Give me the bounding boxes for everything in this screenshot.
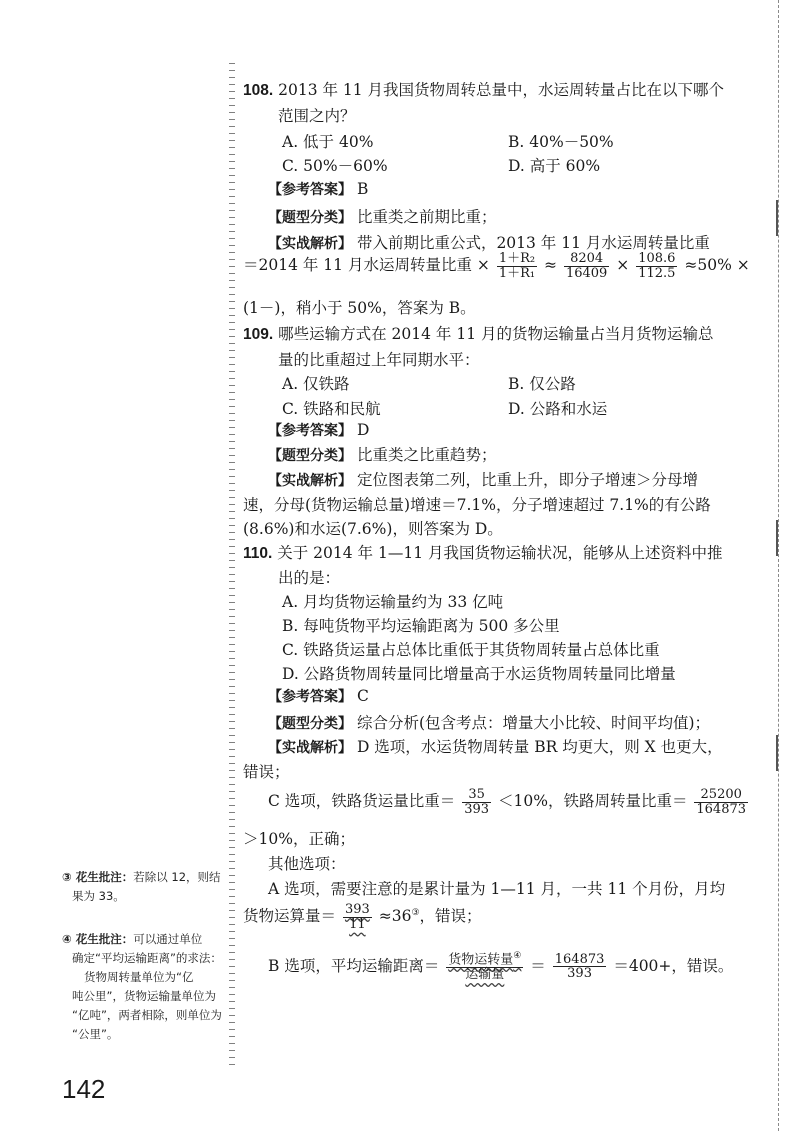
fraction-numerator: 108.6 xyxy=(638,251,676,266)
note-text: 货物周转量单位为“亿 xyxy=(84,970,194,984)
note-text: “亿吨”，两者相除，则单位为 xyxy=(72,1008,222,1022)
fraction-denominator: 1＋R₁ xyxy=(498,265,536,281)
q109-stem-line1 xyxy=(243,322,714,344)
q110-option-a-analysis-line2 xyxy=(243,903,482,931)
q108-option-a: A. 低于 40% xyxy=(282,133,374,151)
answer-tag: 【参考答案】 xyxy=(268,182,352,198)
fraction-numerator: 8204 xyxy=(564,252,609,267)
analysis-tag: 【实战解析】 xyxy=(268,740,352,756)
q108-analysis-line2 xyxy=(243,252,750,280)
q110-option-a: A. 月均货物运输量约为 33 亿吨 xyxy=(282,593,504,611)
fraction xyxy=(462,788,491,816)
edge-mark xyxy=(776,520,778,556)
fraction-numerator: 1＋R₂ xyxy=(498,251,536,266)
fraction xyxy=(636,252,677,280)
q110-number: 110. xyxy=(243,545,273,562)
q110-answer: C xyxy=(356,687,369,705)
fraction-denominator: 393 xyxy=(464,801,490,817)
note-title: ③ 花生批注： xyxy=(62,870,134,884)
analysis-text: ＜10%，铁路周转量比重＝ xyxy=(498,792,688,811)
q108-option-c: C. 50%－60% xyxy=(282,157,388,175)
q110-type: 综合分析(包含考点：增量大小比较、时间平均值)； xyxy=(356,714,711,732)
q109-stem: 哪些运输方式在 2014 年 11 月的货物运输量占当月货物运输总 xyxy=(278,325,714,343)
note-text: “公里”。 xyxy=(72,1027,119,1041)
fraction-denominator: 393 xyxy=(567,966,592,982)
q110-analysis-line2: 错误； xyxy=(243,763,290,781)
q109-option-c: C. 铁路和民航 xyxy=(282,400,381,418)
fraction-numerator xyxy=(446,952,523,968)
q109-answer-row xyxy=(268,420,369,440)
note-text: 确定“平均运输距离”的求法： xyxy=(72,951,222,965)
q110-answer-row xyxy=(268,686,369,706)
fraction xyxy=(694,788,748,816)
margin-note-4 xyxy=(62,930,222,1044)
analysis-text: ＝400+，错误。 xyxy=(613,956,734,975)
edge-mark xyxy=(776,200,778,236)
q110-analysis-text: D 选项，水运货物周转量 BR 均更大，则 X 也更大， xyxy=(356,738,723,756)
fraction-denominator: 运输量 xyxy=(465,966,505,982)
fraction-numerator: 164873 xyxy=(554,951,605,967)
operator: × xyxy=(616,256,630,275)
q108-type: 比重类之前期比重； xyxy=(356,208,497,226)
q110-option-b-analysis xyxy=(268,952,733,982)
q108-stem-line1 xyxy=(243,78,724,100)
q109-analysis-line1 xyxy=(268,468,698,490)
answer-tag: 【参考答案】 xyxy=(268,689,352,705)
q109-analysis-line3: (8.6%)和水运(7.6%)，则答案为 D。 xyxy=(243,520,503,538)
fraction-denominator: 112.5 xyxy=(638,265,676,281)
q108-answer: B xyxy=(356,180,369,198)
margin-divider xyxy=(229,60,235,1070)
q108-analysis-text: 带入前期比重公式，2013 年 11 月水运周转量比重 xyxy=(356,234,710,252)
q108-analysis-line1 xyxy=(268,231,710,253)
q110-stem-line1 xyxy=(243,541,723,563)
q109-option-b: B. 仅公路 xyxy=(508,375,576,393)
q110-stem: 关于 2014 年 1—11 月我国货物运输状况，能够从上述资料中推 xyxy=(277,544,723,562)
note-text: 吨公里”，货物运输量单位为 xyxy=(72,989,216,1003)
q110-others-heading: 其他选项： xyxy=(268,855,346,873)
fraction xyxy=(497,252,537,280)
fraction xyxy=(553,953,607,981)
q108-analysis-text: ＝2014 年 11 月水运周转量比重 × xyxy=(243,256,490,275)
fraction xyxy=(446,952,523,982)
q108-stem: 2013 年 11 月我国货物周转总量中，水运周转量占比在以下哪个 xyxy=(278,81,725,99)
fraction-numerator: 25200 xyxy=(694,788,748,803)
fraction-numerator: 393 xyxy=(344,902,370,917)
q110-option-d: D. 公路货物周转量同比增量高于水运货物周转量同比增量 xyxy=(282,665,676,683)
q109-number: 109. xyxy=(243,326,274,343)
operator: ≈ xyxy=(544,256,558,275)
q108-analysis-line3: (1－)，稍小于 50%，答案为 B。 xyxy=(243,299,476,317)
q110-option-c-result: ＞10%，正确； xyxy=(243,830,355,848)
q109-option-a: A. 仅铁路 xyxy=(282,375,350,393)
note-text: 可以通过单位 xyxy=(133,932,203,946)
q109-answer: D xyxy=(356,421,370,439)
type-tag: 【题型分类】 xyxy=(268,210,352,226)
q109-analysis-line2: 速，分母(货物运输总量)增速＝7.1%，分子增速超过 7.1%的有公路 xyxy=(243,496,711,514)
note-title: ④ 花生批注： xyxy=(62,932,134,946)
analysis-tag: 【实战解析】 xyxy=(268,473,352,489)
q110-option-a-analysis-line1: A 选项，需要注意的是累计量为 1—11 月，一共 11 个月份，月均 xyxy=(268,880,726,898)
note-text: 若除以 12，则结 xyxy=(133,870,221,884)
analysis-text: C 选项，铁路货运量比重＝ xyxy=(268,792,456,811)
q108-option-d: D. 高于 60% xyxy=(508,157,601,175)
q110-option-c: C. 铁路货运量占总体比重低于其货物周转量占总体比重 xyxy=(282,641,660,659)
q108-type-row xyxy=(268,205,496,227)
fraction xyxy=(564,252,609,280)
q110-type-row xyxy=(268,711,710,733)
edge-mark xyxy=(776,735,778,771)
q110-option-c-analysis xyxy=(268,788,750,816)
fraction-numerator-text: 货物运转量 xyxy=(448,952,514,968)
page-number: 142 xyxy=(62,1074,106,1104)
q108-answer-row xyxy=(268,179,368,199)
footnote-marker: ④ xyxy=(513,951,522,961)
q110-stem-line2: 出的是： xyxy=(278,569,341,587)
analysis-tag: 【实战解析】 xyxy=(268,236,352,252)
q109-type: 比重类之比重趋势； xyxy=(356,446,497,464)
cut-line xyxy=(778,0,779,1131)
q108-stem-line2: 范围之内？ xyxy=(278,107,356,125)
type-tag: 【题型分类】 xyxy=(268,716,352,732)
fraction-numerator: 35 xyxy=(462,788,491,803)
q108-number: 108. xyxy=(243,82,274,99)
margin-note-3 xyxy=(62,868,221,906)
answer-tag: 【参考答案】 xyxy=(268,423,352,439)
fraction-denominator: 164873 xyxy=(696,801,747,817)
q108-option-b: B. 40%－50% xyxy=(508,133,614,151)
q109-analysis-text: 定位图表第二列，比重上升，即分子增速＞分母增 xyxy=(356,471,698,489)
analysis-text: ，错误； xyxy=(419,907,482,926)
q109-option-d: D. 公路和水运 xyxy=(508,400,608,418)
analysis-text: 货物运算量＝ xyxy=(243,907,337,926)
q110-option-b: B. 每吨货物平均运输距离为 500 多公里 xyxy=(282,617,560,635)
q110-analysis-line1 xyxy=(268,735,723,757)
fraction-denominator: 16409 xyxy=(565,265,608,281)
q108-analysis-text: ≈50% × xyxy=(684,256,750,275)
q109-type-row xyxy=(268,443,496,465)
footnote-marker: ③ xyxy=(411,907,420,918)
note-text: 果为 33。 xyxy=(72,889,125,903)
analysis-text: B 选项，平均运输距离＝ xyxy=(268,956,440,975)
operator: ＝ xyxy=(530,956,546,975)
q109-stem-line2: 量的比重超过上年同期水平： xyxy=(278,351,480,369)
fraction xyxy=(343,903,372,931)
analysis-text: ≈36 xyxy=(378,907,412,926)
fraction-denominator: 11 xyxy=(349,916,366,932)
type-tag: 【题型分类】 xyxy=(268,448,352,464)
